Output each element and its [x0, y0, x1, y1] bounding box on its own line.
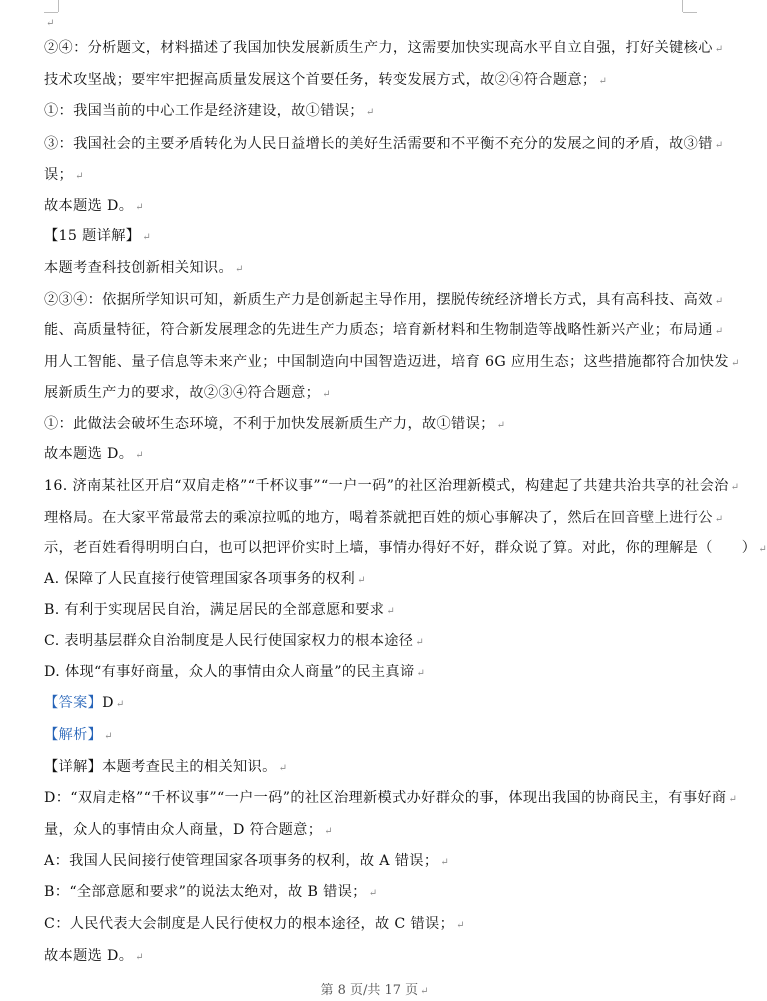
paragraph-mark: ↵ [598, 76, 608, 87]
text-line [44, 631, 424, 653]
paragraph-mark: ↵ [714, 140, 724, 151]
text-line [44, 820, 333, 842]
text-line [44, 12, 55, 34]
paragraph-mark: ↵ [368, 888, 378, 899]
line-text: 【15 题详解】 [44, 228, 141, 244]
paragraph-mark: ↵ [714, 326, 724, 337]
text-line [44, 569, 366, 591]
paragraph-mark: ↵ [357, 575, 366, 586]
paragraph-mark: ↵ [730, 358, 740, 369]
paragraph-mark: ↵ [142, 232, 152, 243]
text-line [44, 600, 395, 622]
section-label: 【解析】 [44, 727, 103, 743]
text-line [44, 38, 723, 60]
line-text: 量，众人的事情由众人商量，D 符合题意； [44, 822, 323, 838]
paragraph-mark: ↵ [135, 450, 145, 461]
text-line [44, 538, 767, 560]
line-text: 【详解】本题考查民主的相关知识。 [44, 759, 277, 775]
line-text: A. 保障了人民直接行使管理国家各项事务的权利 [44, 571, 356, 587]
text-line [44, 914, 465, 936]
paragraph-mark: ↵ [728, 794, 738, 805]
line-text: 展新质生产力的要求，故②③④符合题意； [44, 385, 321, 401]
text-line [44, 757, 287, 779]
line-text: B. 有利于实现居民自治，满足居民的全部意愿和要求 [44, 602, 385, 618]
line-text: ②④：分析题文，材料描述了我国加快发展新质生产力，这需要加快实现高水平自立自强，打好关键核心 [44, 40, 713, 56]
line-text: D：“双肩走格”“千杯议事”“一户一码”的社区治理新模式办好群众的事，体现出我国的协商民主，有事好商 [44, 790, 727, 806]
line-text: C：人民代表大会制度是人民行使权力的根本途径，故 C 错误； [44, 916, 455, 932]
page-corner-mark [683, 0, 697, 13]
text-line [44, 258, 244, 280]
paragraph-mark: ↵ [46, 18, 55, 29]
text-line [44, 946, 144, 968]
section-label: 【答案】 [44, 695, 103, 711]
text-line [44, 508, 723, 530]
text-line [44, 662, 425, 684]
line-text: 误； [44, 167, 74, 183]
paragraph-mark: ↵ [730, 482, 740, 493]
paragraph-mark: ↵ [115, 699, 125, 710]
line-text: ①：我国当前的中心工作是经济建设，故①错误； [44, 103, 364, 119]
paragraph-mark: ↵ [75, 171, 84, 182]
text-line [44, 693, 125, 715]
line-text: 用人工智能、量子信息等未来产业；中国制造向中国智造迈进，培育 6G 应用生态；这些措施都符合加快发 [44, 354, 729, 370]
line-text: B：“全部意愿和要求”的说法太绝对，故 B 错误； [44, 884, 367, 900]
line-text: ①：此做法会破坏生态环境，不利于加快发展新质生产力，故①错误； [44, 416, 495, 432]
line-text: 能、高质量特征，符合新发展理念的先进生产力质态；培育新材料和生物制造等战略性新兴产业；布局通 [44, 322, 713, 338]
text-line [44, 882, 377, 904]
line-text: C. 表明基层群众自治制度是人民行使国家权力的根本途径 [44, 633, 414, 649]
paragraph-mark: ↵ [365, 107, 375, 118]
text-line [44, 196, 144, 218]
paragraph-mark: ↵ [714, 44, 724, 55]
line-text: ②③④：依据所学知识可知，新质生产力是创新起主导作用，摆脱传统经济增长方式，具有高科技、高效 [44, 292, 713, 308]
line-text: 示，老百姓看得明明白白，也可以把评价实时上墙，事情办得好不好，群众说了算。对此，你的理解是（ ） [44, 540, 757, 556]
text-line [44, 414, 505, 436]
text-line [44, 290, 723, 312]
line-text: ③：我国社会的主要矛盾转化为人民日益增长的美好生活需要和不平衡不充分的发展之间的矛盾，故③错 [44, 136, 713, 152]
paragraph-mark: ↵ [386, 606, 396, 617]
paragraph-mark: ↵ [135, 202, 145, 213]
text-line [44, 226, 151, 248]
text-line [44, 320, 723, 342]
paragraph-mark: ↵ [104, 731, 113, 742]
paragraph-mark: ↵ [440, 857, 450, 868]
line-text: 故本题选 D。 [44, 198, 134, 214]
paragraph-mark: ↵ [758, 544, 767, 555]
paragraph-mark: ↵ [714, 296, 724, 307]
paragraph-mark: ↵ [278, 763, 288, 774]
text-line [44, 725, 113, 747]
paragraph-mark: ↵ [714, 514, 724, 525]
text-line [44, 165, 84, 187]
paragraph-mark: ↵ [324, 826, 333, 837]
line-text: 故本题选 D。 [44, 948, 134, 964]
text-line [44, 444, 144, 466]
paragraph-mark: ↵ [135, 952, 145, 963]
text-line [44, 352, 740, 374]
line-text: 16. 济南某社区开启“双肩走格”“千杯议事”“一户一码”的社区治理新模式，构建起了共建共治共享的社会治 [44, 478, 729, 494]
text-line [44, 476, 739, 498]
page-number: 第 8 页/共 17 页 [320, 983, 419, 998]
line-text: A：我国人民间接行使管理国家各项事务的权利，故 A 错误； [44, 853, 439, 869]
paragraph-mark: ↵ [322, 389, 331, 400]
text-line [44, 134, 723, 156]
text-line [44, 101, 375, 123]
line-text: D. 体现“有事好商量，众人的事情由众人商量”的民主真谛 [44, 664, 415, 680]
page-footer [0, 979, 749, 998]
paragraph-mark: ↵ [415, 637, 425, 648]
paragraph-mark: ↵ [420, 986, 429, 997]
text-line [44, 70, 607, 92]
line-text: 技术攻坚战；要牢牢把握高质量发展这个首要任务，转变发展方式，故②④符合题意； [44, 72, 597, 88]
line-text: D [102, 695, 114, 711]
text-line [44, 383, 331, 405]
text-line [44, 851, 449, 873]
line-text: 理格局。在大家平常最常去的乘凉拉呱的地方，喝着茶就把百姓的烦心事解决了，然后在回音壁上进行公 [44, 510, 713, 526]
line-text: 本题考查科技创新相关知识。 [44, 260, 233, 276]
paragraph-mark: ↵ [496, 420, 506, 431]
paragraph-mark: ↵ [416, 668, 426, 679]
paragraph-mark: ↵ [235, 264, 244, 275]
paragraph-mark: ↵ [456, 920, 465, 931]
line-text: 故本题选 D。 [44, 446, 134, 462]
text-line [44, 788, 737, 810]
